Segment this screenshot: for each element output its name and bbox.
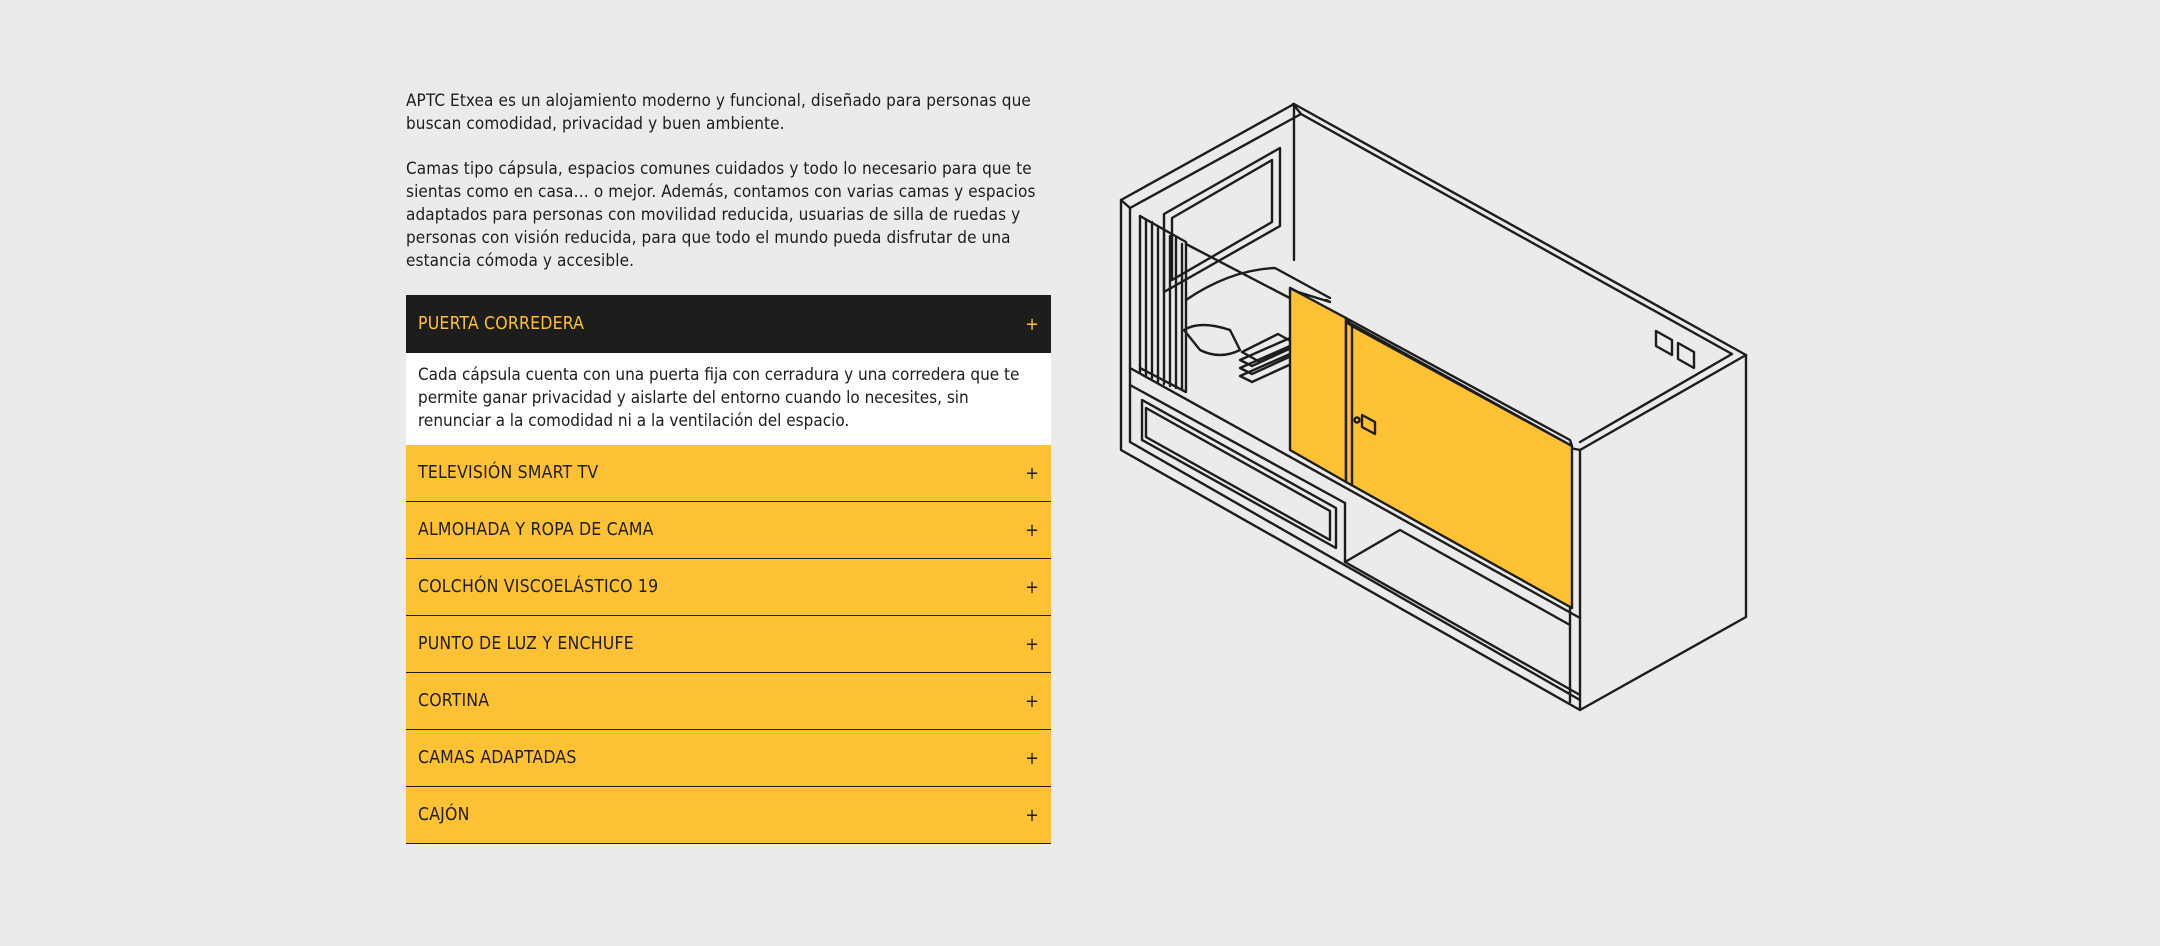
plus-icon: + [1025,747,1039,769]
accordion-label: PUNTO DE LUZ Y ENCHUFE [418,634,634,654]
accordion-label: PUERTA CORREDERA [418,314,585,334]
accordion-header-colchon[interactable] [406,559,1051,615]
accordion-header-television[interactable] [406,445,1051,501]
accordion-label: ALMOHADA Y ROPA DE CAMA [418,520,654,540]
accordion-header-cortina[interactable] [406,673,1051,729]
intro-paragraph-2: Camas tipo cápsula, espacios comunes cuidados y todo lo necesario para que te sientas como en casa… o mejor. Además, contamos con varias camas y espacios adaptados para personas con movilidad reducida, usuarias de silla de ruedas y personas con visión reducida, para que todo el mundo pueda disfrutar de una estancia cómoda y accesible. [406,159,1036,271]
accordion-item-cortina [406,673,1051,730]
accordion-item-almohada [406,502,1051,559]
plus-icon: + [1025,576,1039,598]
features-accordion [406,295,1051,844]
content-column [406,90,1051,844]
accordion-header-almohada[interactable] [406,502,1051,558]
accordion-label: COLCHÓN VISCOELÁSTICO 19 [418,577,659,597]
accordion-item-television [406,445,1051,502]
accordion-header-puerta-corredera[interactable] [406,295,1051,353]
plus-icon: + [1025,462,1039,484]
intro-text [406,90,1051,273]
accordion-item-puerta-corredera [406,295,1051,445]
accordion-item-camas-adaptadas [406,730,1051,787]
accordion-header-punto-de-luz[interactable] [406,616,1051,672]
accordion-panel-puerta-corredera: Cada cápsula cuenta con una puerta fija con cerradura y una corredera que te permite ganar privacidad y aislarte del entorno cuando lo necesites, sin renunciar a la comodidad ni a la ventilación del espacio. [406,353,1051,445]
plus-icon: + [1025,519,1039,541]
intro-paragraph-1: APTC Etxea es un alojamiento moderno y funcional, diseñado para personas que buscan comodidad, privacidad y buen ambiente. [406,91,1031,134]
plus-icon: + [1025,804,1039,826]
plus-icon: + [1025,313,1039,335]
accordion-label: CAJÓN [418,805,470,825]
accordion-header-camas-adaptadas[interactable] [406,730,1051,786]
plus-icon: + [1025,633,1039,655]
accordion-header-cajon[interactable] [406,787,1051,843]
accordion-label: TELEVISIÓN SMART TV [418,463,599,483]
accordion-label: CORTINA [418,691,490,711]
accordion-item-punto-de-luz [406,616,1051,673]
accordion-label: CAMAS ADAPTADAS [418,748,577,768]
plus-icon: + [1025,690,1039,712]
accordion-item-colchon [406,559,1051,616]
accordion-item-cajon [406,787,1051,844]
capsule-bed-illustration [1110,95,1760,730]
